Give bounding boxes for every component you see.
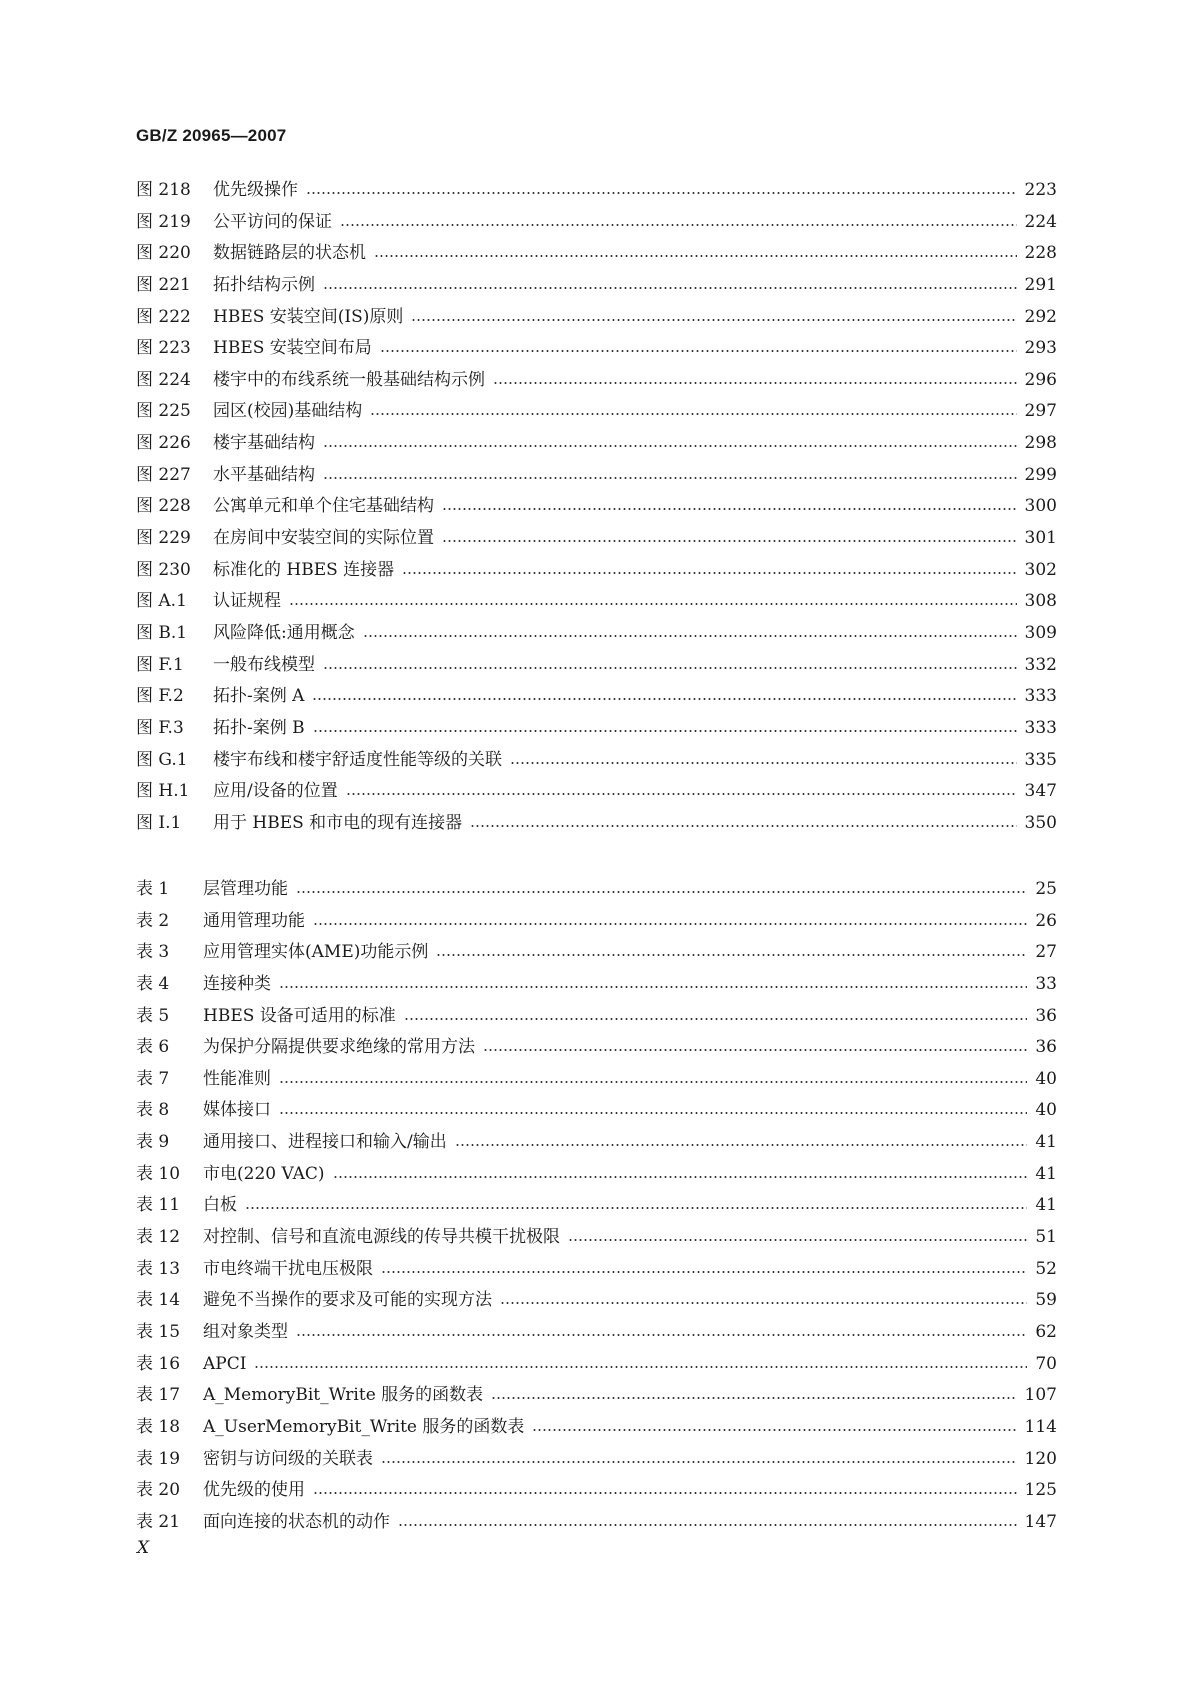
dot-leader [455,1131,1028,1147]
entry-title: 拓扑-案例 A [213,686,305,707]
dot-leader [568,1226,1027,1242]
entry-label: 表 3 [136,942,170,963]
dot-leader [323,432,1017,448]
entry-label: 图 G.1 [136,749,188,770]
dot-leader [313,717,1017,733]
table-entry[interactable] [136,1289,1057,1321]
entry-label: 表 21 [136,1511,181,1532]
page-number: X [137,1538,150,1558]
entry-title: 楼宇基础结构 [213,433,315,454]
table-entry[interactable] [136,941,1057,973]
dot-leader [381,1448,1017,1464]
dot-leader [333,1163,1028,1179]
entry-title: 标准化的 HBES 连接器 [213,559,395,580]
entry-title: 拓扑结构示例 [213,274,315,295]
entry-title: A_MemoryBit_Write 服务的函数表 [203,1385,484,1406]
entry-page-number: 297 [1024,401,1057,422]
entry-label: 表 8 [136,1100,170,1121]
table-entry[interactable] [136,1321,1057,1353]
entry-page-number: 41 [1035,1132,1057,1153]
entry-label: 图 I.1 [136,812,182,833]
dot-leader [442,495,1017,511]
entry-label: 表 10 [136,1163,181,1184]
entry-label: 图 H.1 [136,781,190,802]
entry-title: 媒体接口 [203,1100,271,1121]
dot-leader [532,1416,1016,1432]
entry-title: 楼宇布线和楼宇舒适度性能等级的关联 [213,749,502,770]
entry-label: 图 F.1 [136,654,184,675]
dot-leader [483,1036,1027,1052]
entry-page-number: 347 [1024,781,1057,802]
dot-leader [374,242,1017,258]
entry-page-number: 107 [1024,1385,1057,1406]
table-entry[interactable] [136,1131,1057,1163]
entry-title: 对控制、信号和直流电源线的传导共模干扰极限 [203,1227,560,1248]
entry-title: 密钥与访问级的关联表 [203,1448,373,1469]
entry-label: 图 F.2 [136,686,184,707]
entry-page-number: 335 [1024,749,1057,770]
entry-label: 图 227 [136,464,191,485]
figure-entry[interactable] [136,527,1057,559]
table-entry[interactable] [136,1258,1057,1290]
entry-page-number: 333 [1024,717,1057,738]
figure-entry[interactable] [136,654,1057,686]
entry-title: 组对象类型 [203,1321,288,1342]
dot-leader [470,812,1016,828]
entry-label: 表 7 [136,1068,170,1089]
entry-page-number: 114 [1024,1416,1057,1437]
entry-title: HBES 安装空间(IS)原则 [213,306,404,327]
dot-leader [254,1353,1027,1369]
entry-page-number: 33 [1035,973,1057,994]
entry-page-number: 296 [1024,369,1057,390]
table-entry[interactable] [136,1416,1057,1448]
entry-title: HBES 安装空间布局 [213,338,372,359]
entry-label: 表 4 [136,973,170,994]
entry-page-number: 52 [1035,1258,1057,1279]
figure-entry[interactable] [136,274,1057,306]
entry-label: 表 9 [136,1132,170,1153]
dot-leader [279,973,1027,989]
dot-leader [279,1099,1027,1115]
entry-title: 通用管理功能 [203,910,305,931]
entry-title: 用于 HBES 和市电的现有连接器 [213,812,463,833]
dot-leader [323,274,1017,290]
figure-entry[interactable] [136,369,1057,401]
dot-leader [323,464,1017,480]
entry-page-number: 120 [1024,1448,1057,1469]
figure-entry[interactable] [136,780,1057,812]
entry-label: 图 B.1 [136,622,188,643]
dot-leader [279,1068,1027,1084]
entry-title: 楼宇中的布线系统一般基础结构示例 [213,369,485,390]
entry-page-number: 41 [1035,1195,1057,1216]
dot-leader [510,749,1017,765]
entry-label: 表 19 [136,1448,181,1469]
table-entry[interactable] [136,1479,1057,1511]
dot-leader [402,559,1016,575]
dot-leader [442,527,1017,543]
dot-leader [323,654,1017,670]
table-entry[interactable] [136,1005,1057,1037]
entry-title: 拓扑-案例 B [213,717,305,738]
entry-title: 在房间中安装空间的实际位置 [213,528,434,549]
entry-title: 认证规程 [213,591,281,612]
entry-page-number: 41 [1035,1163,1057,1184]
document-header: GB/Z 20965—2007 [136,126,287,145]
entry-title: 优先级操作 [213,180,298,200]
figure-entry[interactable] [136,749,1057,781]
entry-title: A_UserMemoryBit_Write 服务的函数表 [203,1416,525,1437]
table-entry[interactable] [136,878,1057,910]
entry-page-number: 27 [1035,942,1057,963]
figure-entry[interactable] [136,559,1057,591]
entry-page-number: 51 [1035,1227,1057,1248]
entry-title: 性能准则 [203,1068,271,1089]
entry-title: 一般布线模型 [213,654,315,675]
figure-entry[interactable] [136,306,1057,338]
figure-entry[interactable] [136,242,1057,274]
dot-leader [289,590,1017,606]
entry-title: 优先级的使用 [203,1480,305,1501]
entry-title: 应用/设备的位置 [213,781,338,802]
entry-page-number: 293 [1024,338,1057,359]
entry-page-number: 40 [1035,1068,1057,1089]
entry-page-number: 291 [1024,274,1057,295]
entry-title: 为保护分隔提供要求绝缘的常用方法 [203,1037,475,1058]
figure-entry[interactable] [136,812,1057,844]
entry-title: 水平基础结构 [213,464,315,485]
table-entry[interactable] [136,973,1057,1005]
entry-label: 图 221 [136,274,191,295]
entry-label: 图 F.3 [136,717,184,738]
entry-label: 表 13 [136,1258,181,1279]
entry-page-number: 36 [1035,1005,1057,1026]
dot-leader [380,337,1017,353]
figure-entry[interactable] [136,179,1057,211]
figure-entry[interactable] [136,685,1057,717]
entry-label: 图 218 [136,180,191,200]
table-entry[interactable] [136,1448,1057,1480]
dot-leader [381,1258,1027,1274]
figure-entry[interactable] [136,590,1057,622]
entry-title: 白板 [203,1195,237,1216]
dot-leader [346,780,1017,796]
entry-page-number: 26 [1035,910,1057,931]
dot-leader [313,910,1027,926]
entry-page-number: 299 [1024,464,1057,485]
entry-label: 图 223 [136,338,191,359]
entry-page-number: 224 [1024,211,1057,232]
entry-page-number: 147 [1024,1511,1057,1532]
entry-page-number: 125 [1024,1480,1057,1501]
figure-entry[interactable] [136,717,1057,749]
entry-title: 避免不当操作的要求及可能的实现方法 [203,1290,492,1311]
dot-leader [306,179,1017,195]
entry-page-number: 62 [1035,1321,1057,1342]
entry-label: 表 2 [136,910,170,931]
entry-page-number: 350 [1024,812,1057,833]
entry-label: 表 12 [136,1227,181,1248]
table-entry[interactable] [136,1226,1057,1258]
entry-page-number: 333 [1024,686,1057,707]
entry-title: 市电(220 VAC) [203,1163,325,1184]
entry-label: 图 228 [136,496,191,517]
entry-label: 表 5 [136,1005,170,1026]
entry-page-number: 40 [1035,1100,1057,1121]
entry-title: 公平访问的保证 [213,211,332,232]
table-entry[interactable] [136,1068,1057,1100]
entry-label: 表 18 [136,1416,181,1437]
dot-leader [313,1479,1017,1495]
entry-title: 园区(校园)基础结构 [213,401,363,422]
entry-title: 市电终端干扰电压极限 [203,1258,373,1279]
dot-leader [296,1321,1027,1337]
entry-label: 图 222 [136,306,191,327]
entry-title: APCI [203,1353,247,1374]
entry-page-number: 302 [1024,559,1057,580]
figure-entry[interactable] [136,622,1057,654]
entry-title: HBES 设备可适用的标准 [203,1005,396,1026]
table-entry[interactable] [136,1163,1057,1195]
entry-title: 面向连接的状态机的动作 [203,1511,390,1532]
entry-label: 表 1 [136,879,170,899]
entry-page-number: 298 [1024,433,1057,454]
entry-label: 图 219 [136,211,191,232]
entry-label: 表 17 [136,1385,181,1406]
dot-leader [493,369,1017,385]
entry-title: 通用接口、进程接口和输入/输出 [203,1132,447,1153]
entry-label: 表 14 [136,1290,181,1311]
entry-label: 图 230 [136,559,191,580]
figure-entry[interactable] [136,495,1057,527]
entry-label: 图 226 [136,433,191,454]
entry-page-number: 228 [1024,243,1057,264]
figure-entry[interactable] [136,400,1057,432]
table-entry[interactable] [136,1384,1057,1416]
dot-leader [436,941,1027,957]
dot-leader [500,1289,1027,1305]
entry-label: 图 220 [136,243,191,264]
entry-page-number: 332 [1024,654,1057,675]
entry-label: 表 11 [136,1195,181,1216]
entry-title: 层管理功能 [203,879,288,899]
table-entry[interactable] [136,910,1057,942]
entry-page-number: 70 [1035,1353,1057,1374]
table-list [136,878,1057,1542]
dot-leader [340,211,1017,227]
figure-entry[interactable] [136,432,1057,464]
entry-title: 风险降低:通用概念 [213,622,355,643]
entry-label: 图 225 [136,401,191,422]
figure-entry[interactable] [136,337,1057,369]
entry-page-number: 25 [1035,879,1057,899]
figure-entry[interactable] [136,211,1057,243]
dot-leader [363,622,1017,638]
dot-leader [411,306,1016,322]
figure-entry[interactable] [136,464,1057,496]
entry-label: 表 16 [136,1353,181,1374]
entry-title: 连接种类 [203,973,271,994]
entry-page-number: 300 [1024,496,1057,517]
entry-label: 图 A.1 [136,591,187,612]
dot-leader [491,1384,1016,1400]
table-entry[interactable] [136,1353,1057,1385]
dot-leader [296,878,1027,894]
table-entry[interactable] [136,1194,1057,1226]
dot-leader [245,1194,1027,1210]
entry-title: 数据链路层的状态机 [213,243,366,264]
entry-page-number: 301 [1024,528,1057,549]
entry-page-number: 309 [1024,622,1057,643]
entry-label: 图 229 [136,528,191,549]
dot-leader [398,1511,1017,1527]
table-entry[interactable] [136,1099,1057,1131]
entry-page-number: 292 [1024,306,1057,327]
entry-label: 表 15 [136,1321,181,1342]
dot-leader [312,685,1016,701]
entry-label: 表 20 [136,1480,181,1501]
entry-title: 应用管理实体(AME)功能示例 [203,942,429,963]
entry-page-number: 223 [1024,180,1057,200]
entry-page-number: 308 [1024,591,1057,612]
entry-page-number: 36 [1035,1037,1057,1058]
entry-title: 公寓单元和单个住宅基础结构 [213,496,434,517]
entry-label: 图 224 [136,369,191,390]
dot-leader [404,1005,1028,1021]
figure-list [136,179,1057,843]
dot-leader [370,400,1016,416]
table-entry[interactable] [136,1511,1057,1543]
entry-label: 表 6 [136,1037,170,1058]
table-entry[interactable] [136,1036,1057,1068]
entry-page-number: 59 [1035,1290,1057,1311]
